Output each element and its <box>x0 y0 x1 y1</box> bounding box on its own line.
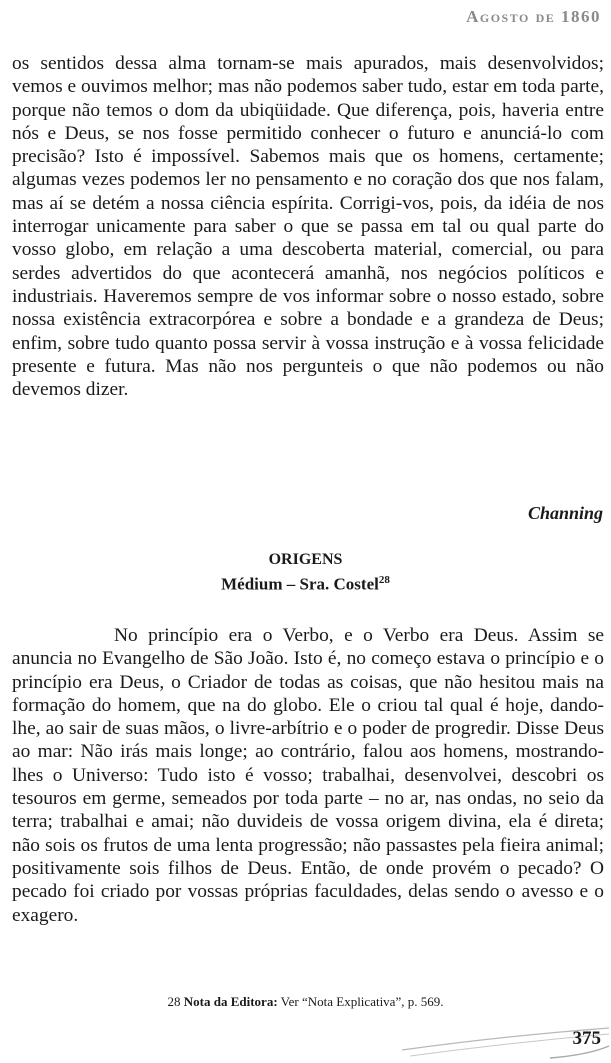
footnote-reference[interactable]: 28 <box>378 574 390 586</box>
section-subtitle-text: Médium – Sra. Costel <box>221 574 379 594</box>
section-title: ORIGENS <box>268 551 343 568</box>
footnote-number: 28 <box>167 994 181 1009</box>
paragraph-1: os sentidos dessa alma tornam-se mais apurados, mais desenvolvidos; vemos e ouvimos melhor; mas não podemos saber tudo, estar em toda parte, porque não temos o dom da ubiqüidade. Que diferença, pois, haveria entre nós e Deus, se nos fosse permitido conhecer o futuro e anunciá-lo com precisão? Isto é impossível. Sabemos mais que os homens, certamente; algumas vezes podemos ler no pensamento e no coração dos que nos falam, mas aí se detém a nossa ciência espírita. Corrigi-vos, pois, da idéia de nos interrogar unicamente para saber o que se passa em tal ou qual parte do vosso globo, em relação a uma descoberta material, comercial, ou para serdes advertidos do que acontecerá amanhã, nos negócios políticos e industriais. Haveremos sempre de vos informar sobre o nosso estado, sobre nossa existência extracorpórea e sobre a bondade e a grandeza de Deus; enfim, sobre tudo quanto possa servir à vossa instrução e à vossa felicidade presente e futura. Mas não nos pergunteis o que não podemos ou não devemos dizer. <box>12 53 604 401</box>
signature: Channing <box>527 503 603 523</box>
section-subtitle <box>0 574 611 595</box>
page-number: 375 <box>572 1028 601 1049</box>
footnote-label: Nota da Editora: <box>183 994 278 1009</box>
footnote-text: Ver “Nota Explicativa”, p. 569. <box>280 994 444 1009</box>
paragraph-2: No princípio era o Verbo, e o Verbo era Deus. Assim se anuncia no Evangelho de São João. Isto é, no começo estava o princípio e o princípio era Deus, o Criador de todas as coisas, que não hesitou mais na formação do homem, que na do globo. Ele o criou tal qual é hoje, dando-lhe, ao sair de suas mãos, o livre-arbítrio e o poder de progredir. Disse Deus ao mar: Não irás mais longe; ao contrário, falou aos homens, mostrando-lhes o Universo: Tudo isto é vosso; trabalhai, desenvolvei, descobri os tesouros em germe, semeados por toda parte – no ar, nas ondas, no seio da terra; trabalhai e amai; não duvideis de vossa origem divina, ela é direta; não sois os frutos de uma lenta progressão; não passastes pela fieira animal; positivamente sois filhos de Deus. Então, de onde provém o pecado? O pecado foi criado por vossas próprias faculdades, delas sendo o avesso e o exagero. <box>12 625 604 926</box>
footnote <box>0 994 611 1010</box>
running-head: Agosto de 1860 <box>466 7 601 26</box>
